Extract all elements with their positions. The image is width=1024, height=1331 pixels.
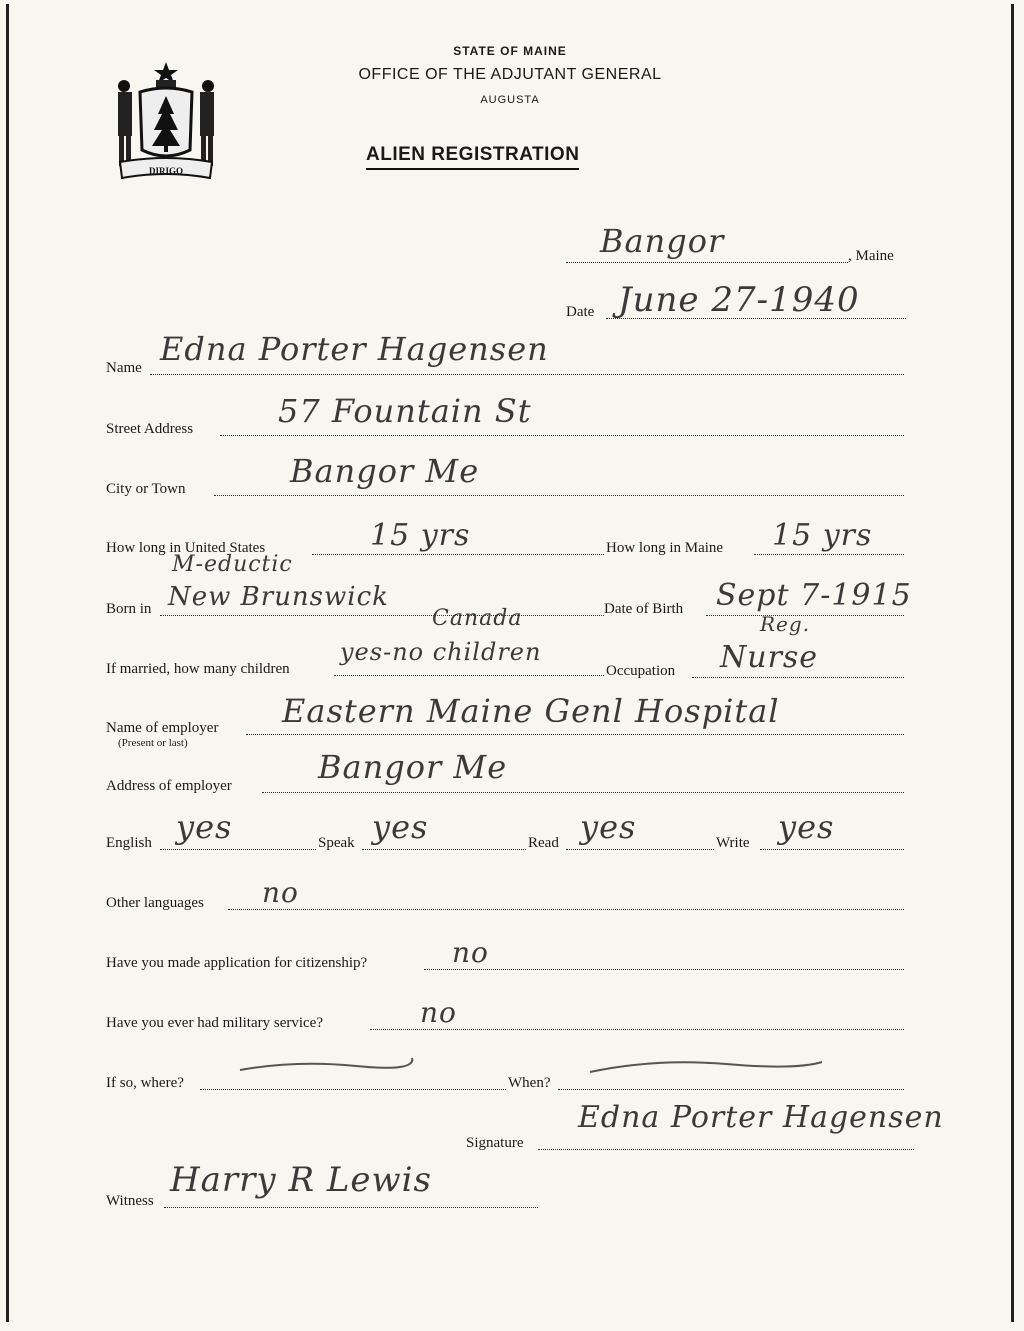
if-so-where-label: If so, where?	[106, 1075, 184, 1091]
write-value: yes	[778, 808, 835, 846]
military-label: Have you ever had military service?	[106, 1015, 323, 1031]
name-line	[150, 374, 904, 375]
born-in-line	[160, 615, 604, 616]
how-long-maine-line	[754, 554, 904, 555]
military-value: no	[420, 996, 457, 1029]
occupation-line	[692, 677, 904, 678]
how-long-maine-value: 15 yrs	[772, 518, 873, 553]
married-children-label: If married, how many children	[106, 661, 290, 677]
other-languages-label: Other languages	[106, 895, 204, 911]
speak-label: Speak	[318, 835, 355, 851]
header-state: STATE OF MAINE	[453, 44, 567, 58]
when-label: When?	[508, 1075, 551, 1091]
date-of-birth-label: Date of Birth	[604, 601, 684, 617]
occupation-value: Nurse	[720, 640, 819, 675]
speak-value: yes	[372, 808, 429, 846]
employer-address-value: Bangor Me	[318, 748, 508, 786]
date-value: June 27-1940	[618, 280, 860, 320]
how-long-maine-label: How long in Maine	[606, 540, 724, 556]
street-address-label: Street Address	[106, 421, 194, 437]
witness-label: Witness	[106, 1193, 154, 1209]
signature-line	[538, 1149, 914, 1150]
other-languages-value: no	[262, 876, 299, 909]
speak-line	[362, 849, 526, 850]
witness-value: Harry R Lewis	[170, 1160, 432, 1200]
date-label: Date	[566, 304, 595, 320]
where-dash-mark	[236, 1050, 416, 1080]
employer-label: Name of employer	[106, 720, 219, 736]
military-line	[370, 1029, 904, 1030]
employer-value: Eastern Maine Genl Hospital	[282, 692, 780, 730]
born-in-note: M-eductic	[172, 552, 293, 577]
city-line	[214, 495, 904, 496]
name-label: Name	[106, 360, 142, 376]
place-value: Bangor	[600, 222, 725, 260]
born-in-country: Canada	[432, 606, 523, 631]
date-of-birth-value: Sept 7-1915	[716, 578, 912, 613]
seal-motto: DIRIGO	[148, 166, 184, 176]
employer-line	[246, 734, 904, 735]
when-dash-mark	[586, 1050, 826, 1080]
signature-label: Signature	[466, 1135, 524, 1151]
married-children-line	[334, 675, 604, 676]
citizenship-label: Have you made application for citizenship?	[106, 955, 368, 971]
state-seal-icon	[110, 58, 222, 182]
form-title: ALIEN REGISTRATION	[366, 144, 579, 170]
employer-address-label: Address of employer	[106, 778, 232, 794]
write-label: Write	[716, 835, 750, 851]
when-line	[558, 1089, 904, 1090]
read-line	[566, 849, 714, 850]
present-or-last-label: (Present or last)	[118, 737, 188, 749]
english-label: English	[106, 835, 152, 851]
born-in-value: New Brunswick	[168, 582, 389, 612]
english-value: yes	[176, 808, 233, 846]
witness-line	[164, 1207, 538, 1208]
name-value: Edna Porter Hagensen	[160, 330, 549, 368]
how-long-us-value: 15 yrs	[370, 518, 471, 553]
street-address-line	[220, 435, 904, 436]
married-children-value: yes-no children	[340, 638, 542, 666]
city-label: City or Town	[106, 481, 186, 497]
if-so-where-line	[200, 1089, 506, 1090]
header-office: OFFICE OF THE ADJUTANT GENERAL	[358, 66, 662, 83]
read-label: Read	[528, 835, 559, 851]
other-languages-line	[228, 909, 904, 910]
street-address-value: 57 Fountain St	[278, 392, 532, 430]
citizenship-value: no	[452, 936, 489, 969]
employer-address-line	[262, 792, 904, 793]
city-value: Bangor Me	[290, 452, 480, 490]
citizenship-line	[424, 969, 904, 970]
occupation-label: Occupation	[606, 663, 676, 679]
write-line	[760, 849, 904, 850]
signature-value: Edna Porter Hagensen	[578, 1100, 944, 1135]
header-city: AUGUSTA	[480, 94, 540, 106]
maine-label: , Maine	[848, 248, 894, 264]
born-in-label: Born in	[106, 601, 152, 617]
read-value: yes	[580, 808, 637, 846]
occupation-note: Reg.	[760, 612, 811, 636]
how-long-us-label: How long in United States	[106, 540, 266, 556]
place-line	[566, 262, 848, 263]
how-long-us-line	[312, 554, 604, 555]
english-line	[160, 849, 316, 850]
